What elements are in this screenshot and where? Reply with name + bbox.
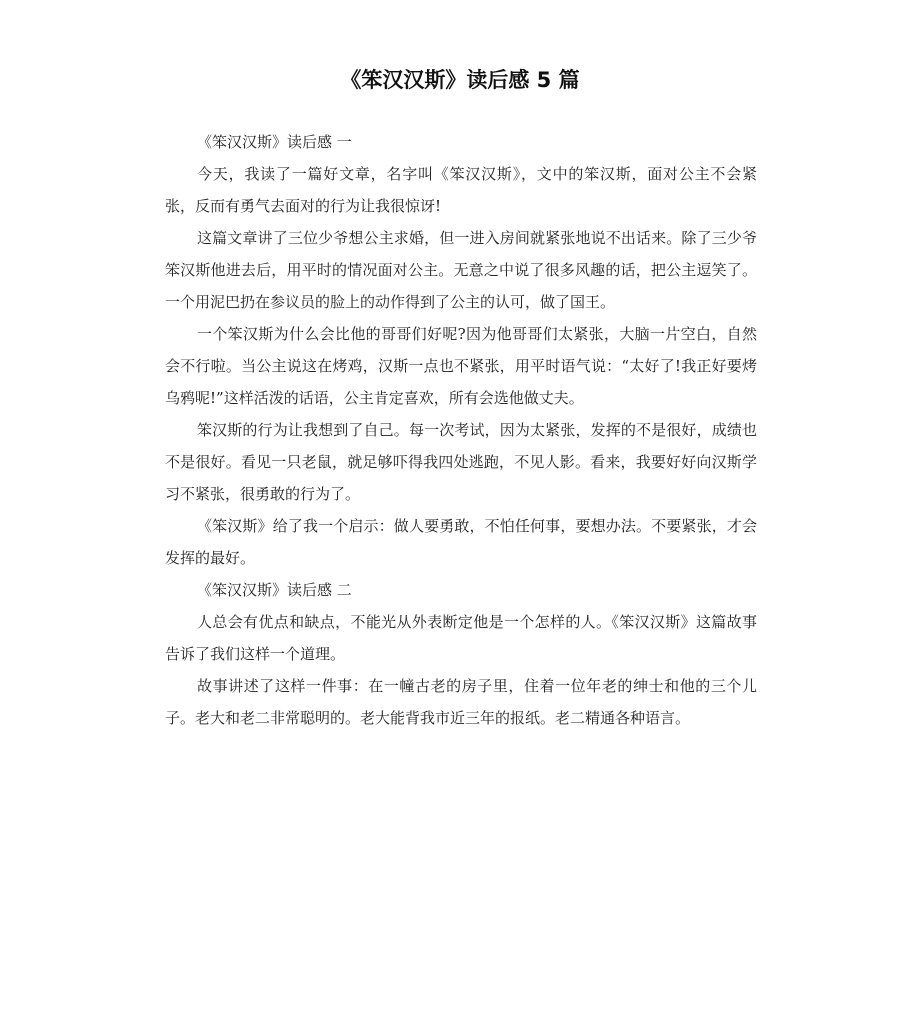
paragraph: 这篇文章讲了三位少爷想公主求婚，但一进入房间就紧张地说不出话来。除了三少爷笨汉斯他进去后，用平时的情况面对公主。无意之中说了很多风趣的话，把公主逗笑了。一个用泥巴扔在参议员的脸上的动作得到了公主的认可，做了国王。 bbox=[165, 229, 757, 311]
paragraph: 《笨汉斯》给了我一个启示：做人要勇敢，不怕任何事，要想办法。不要紧张，才会发挥的最好。 bbox=[165, 517, 757, 567]
paragraph: 笨汉斯的行为让我想到了自己。每一次考试，因为太紧张，发挥的不是很好，成绩也不是很好。看见一只老鼠，就足够吓得我四处逃跑，不见人影。看来，我要好好向汉斯学习不紧张，很勇敢的行为了。 bbox=[165, 421, 757, 503]
section-heading-1: 《笨汉汉斯》读后感 一 bbox=[197, 133, 352, 151]
paragraph: 故事讲述了这样一件事：在一幢古老的房子里，住着一位年老的绅士和他的三个儿子。老大和老二非常聪明的。老大能背我市近三年的报纸。老二精通各种语言。 bbox=[165, 677, 757, 727]
paragraph: 一个笨汉斯为什么会比他的哥哥们好呢?因为他哥哥们太紧张，大脑一片空白，自然会不行啦。当公主说这在烤鸡，汉斯一点也不紧张，用平时语气说：“太好了!我正好要烤乌鸦呢!”这样活泼的话语，公主肯定喜欢，所有会选他做丈夫。 bbox=[165, 325, 757, 407]
section-heading-2: 《笨汉汉斯》读后感 二 bbox=[197, 581, 352, 599]
document-title: 《笨汉汉斯》读后感 5 篇 bbox=[340, 68, 580, 92]
paragraph: 人总会有优点和缺点，不能光从外表断定他是一个怎样的人。《笨汉汉斯》这篇故事告诉了我们这样一个道理。 bbox=[165, 613, 757, 663]
document-body bbox=[165, 126, 757, 734]
paragraph: 今天，我读了一篇好文章，名字叫《笨汉汉斯》，文中的笨汉斯，面对公主不会紧张，反而有勇气去面对的行为让我很惊讶! bbox=[165, 165, 757, 215]
